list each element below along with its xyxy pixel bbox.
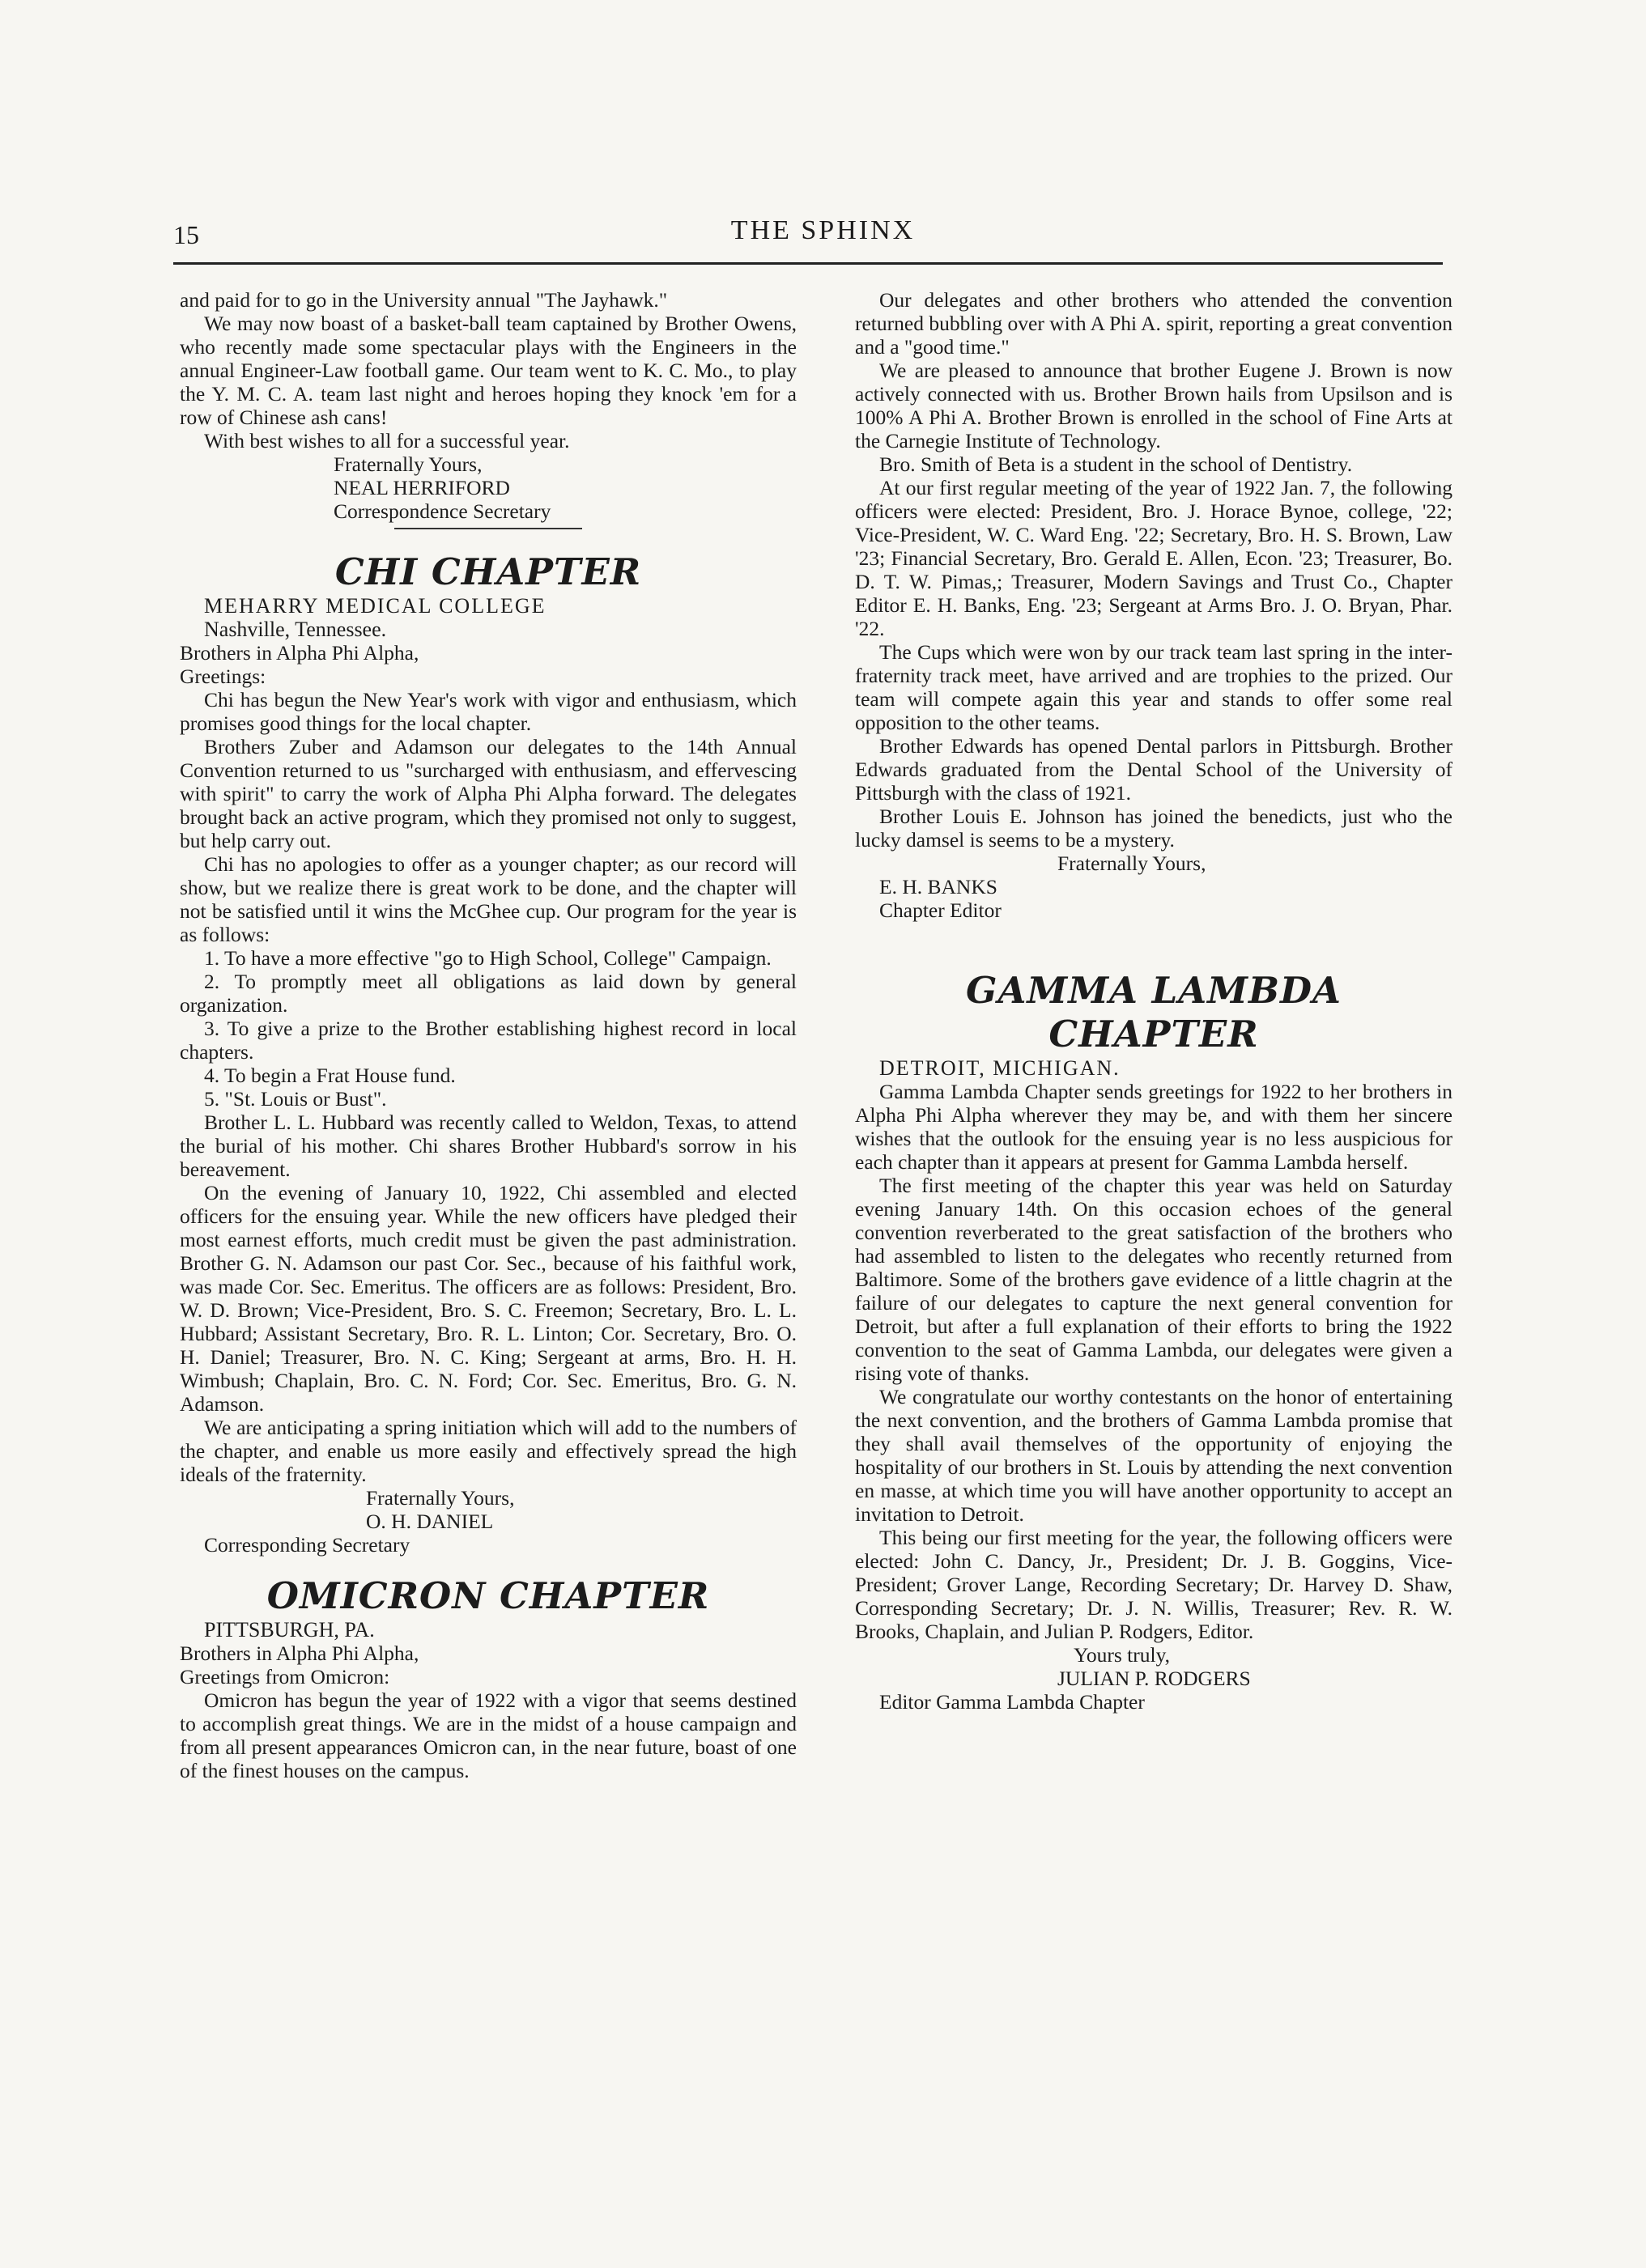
omicron-chapter-title: OMICRON CHAPTER [266,1574,710,1617]
signer-name: NEAL HERRIFORD [334,476,510,499]
paragraph: Brother Louis E. Johnson has joined the benedicts, just who the lucky damsel is seems to be a mystery. [855,805,1452,852]
chi-section [180,550,797,1557]
running-head: THE SPHINX [730,215,916,245]
paragraph: Brothers Zuber and Adamson our delegates to the 14th Annual Convention returned to us "surcharged with enthusiasm, and effervescing with spirit" to carry the work of Alpha Phi Alpha forward. The delegates brought back an active program, which they promised not only to suggest, but help carry out. [180,735,797,852]
closing: Fraternally Yours, [334,452,483,476]
paragraph: The first meeting of the chapter this year was held on Saturday evening January 14th. On this occasion echoes of the general convention reverberated to the great satisfaction of the brothers who had assembled to listen to the delegates who recently returned from Baltimore. Some of the brothers gave evidence of a little chagrin at the failure of our delegates to capture the next general convention for Detroit, but after a full explanation of their efforts to bring the 1922 convention to the seat of Gamma Lambda, our delegates were given a rising vote of thanks. [855,1174,1452,1385]
program-list [180,946,797,1111]
right-column [855,288,1452,1714]
paragraph: We are pleased to announce that brother Eugene J. Brown is now actively connected with us. Brother Brown hails from Upsilson and is 100% A Phi A. Brother Brown is enrolled in the school of Fine Arts at the Carnegie Institute of Technology. [855,359,1452,452]
omicron-continued [855,288,1452,922]
program-item: 2. To promptly meet all obligations as laid down by general organization. [180,970,797,1017]
greeting: Greetings from Omicron: [180,1665,390,1688]
program-item: 3. To give a prize to the Brother establishing highest record in local chapters. [180,1017,797,1064]
chi-college: MEHARRY MEDICAL COLLEGE [204,594,547,618]
paragraph: Bro. Smith of Beta is a student in the school of Dentistry. [879,452,1353,476]
paragraph: The Cups which were won by our track team last spring in the inter-fraternity track meet, have arrived and are trophies to the prized. Our team will compete again this year and stands to offer some real opposition to the other teams. [855,640,1452,734]
salutation: Brothers in Alpha Phi Alpha, [180,1642,419,1665]
chi-city: Nashville, Tennessee. [204,618,387,641]
paragraph: On the evening of January 10, 1922, Chi assembled and elected officers for the ensuing year. While the new officers have pledged their most earnest efforts, much credit must be given the past administration. Brother G. N. Adamson our past Cor. Sec., because of his faithful work, was made Cor. Sec. Emeritus. The officers are as follows: President, Bro. W. D. Brown; Vice-President, Bro. S. C. Freemon; Secretary, Bro. L. L. Hubbard; Assistant Secretary, Bro. R. L. Linton; Cor. Secretary, Bro. O. H. Daniel; Treasurer, Bro. N. C. King; Sergeant at arms, Bro. H. H. Wimbush; Chaplain, Bro. C. N. Ford; Cor. Sec. Emeritus, Bro. G. N. Adamson. [180,1181,797,1416]
page-number: 15 [173,220,199,249]
signer-title: Editor Gamma Lambda Chapter [879,1690,1145,1714]
paragraph: Chi has begun the New Year's work with vigor and enthusiasm, which promises good things for the local chapter. [180,688,797,735]
paragraph: We are anticipating a spring initiation which will add to the numbers of the chapter, and enable us more easily and effectively spread the high ideals of the fraternity. [180,1416,797,1486]
paragraph: At our first regular meeting of the year of 1922 Jan. 7, the following officers were elected: President, Bro. J. Horace Bynoe, college, '22; Vice-President, W. C. Ward Eng. '22; Secretary, Bro. H. S. Brown, Law '23; Financial Secretary, Bro. Gerald E. Allen, Econ. '23; Treasurer, Bo. D. T. W. Pimas,; Treasurer, Modern Savings and Trust Co., Chapter Editor E. H. Banks, Eng. '23; Sergeant at Arms Bro. J. O. Bryan, Phar. '22. [855,476,1452,640]
left-column [180,288,797,1782]
program-item: 5. "St. Louis or Bust". [204,1087,387,1111]
gamma-lambda-city: DETROIT, MICHIGAN. [879,1056,1121,1080]
gamma-lambda-chapter-title: GAMMA LAMBDA CHAPTER [966,969,1342,1055]
omicron-section [180,1574,797,1782]
paragraph: We may now boast of a basket-ball team captained by Brother Owens, who recently made some spectacular plays with the Engineers in the annual Engineer-Law football game. Our team went to K. C. Mo., to play the Y. M. C. A. team last night and heroes hoping they knock 'em for a row of Chinese ash cans! [180,312,797,429]
program-item: 1. To have a more effective "go to High School, College" Campaign. [204,946,772,970]
kansas-section [180,288,797,523]
paragraph: Omicron has begun the year of 1922 with a vigor that seems destined to accomplish great things. We are in the midst of a house campaign and from all present appearances Omicron can, in the near future, boast of one of the finest houses on the campus. [180,1688,797,1782]
signer-name: O. H. DANIEL [366,1510,494,1533]
salutation: Brothers in Alpha Phi Alpha, [180,641,419,665]
omicron-city: PITTSBURGH, PA. [204,1618,375,1642]
paragraph: This being our first meeting for the year, the following officers were elected: John C. Dancy, Jr., President; Dr. J. B. Goggins, Vice-President; Grover Lange, Recording Secretary; Dr. Harvey D. Shaw, Corresponding Secretary; Dr. J. N. Willis, Treasurer; Rev. R. W. Brooks, Chaplain, and Julian P. Rodgers, Editor. [855,1526,1452,1643]
signer-title: Corresponding Secretary [204,1533,410,1557]
paragraph: With best wishes to all for a successful year. [204,429,570,452]
section-divider [394,528,582,529]
signer-title: Correspondence Secretary [334,499,551,523]
paragraph: and paid for to go in the University annual "The Jayhawk." [180,288,668,312]
closing: Fraternally Yours, [1057,852,1206,875]
closing: Fraternally Yours, [366,1486,515,1510]
paragraph: Brother L. L. Hubbard was recently called to Weldon, Texas, to attend the burial of his mother. Chi shares Brother Hubbard's sorrow in his bereavement. [180,1111,797,1181]
signer-name: E. H. BANKS [879,875,997,898]
chi-chapter-title: CHI CHAPTER [334,550,642,593]
paragraph: We congratulate our worthy contestants on the honor of entertaining the next convention, and the brothers of Gamma Lambda promise that they shall avail themselves of the opportunity of enjoying the hospitality of our brothers in St. Louis by attending the next convention en masse, at which time you will have another opportunity to accept an invitation to Detroit. [855,1385,1452,1526]
gamma-lambda-section [855,969,1452,1714]
paragraph: Our delegates and other brothers who attended the convention returned bubbling over with A Phi A. spirit, reporting a great convention and a "good time." [855,288,1452,359]
header-rule [173,262,1443,265]
program-item: 4. To begin a Frat House fund. [204,1064,456,1087]
paragraph: Brother Edwards has opened Dental parlors in Pittsburgh. Brother Edwards graduated from the Dental School of the University of Pittsburgh with the class of 1921. [855,734,1452,805]
greeting: Greetings: [180,665,266,688]
signer-title: Chapter Editor [879,898,1002,922]
signer-name: JULIAN P. RODGERS [1057,1667,1251,1690]
closing: Yours truly, [1074,1643,1171,1667]
paragraph: Chi has no apologies to offer as a younger chapter; as our record will show, but we realize there is great work to be done, and the chapter will not be satisfied until it wins the McGhee cup. Our program for the year is as follows: [180,852,797,946]
paragraph: Gamma Lambda Chapter sends greetings for 1922 to her brothers in Alpha Phi Alpha wherever they may be, and with them her sincere wishes that the outlook for the ensuing year is no less auspicious for each chapter than it appears at present for Gamma Lambda herself. [855,1080,1452,1174]
